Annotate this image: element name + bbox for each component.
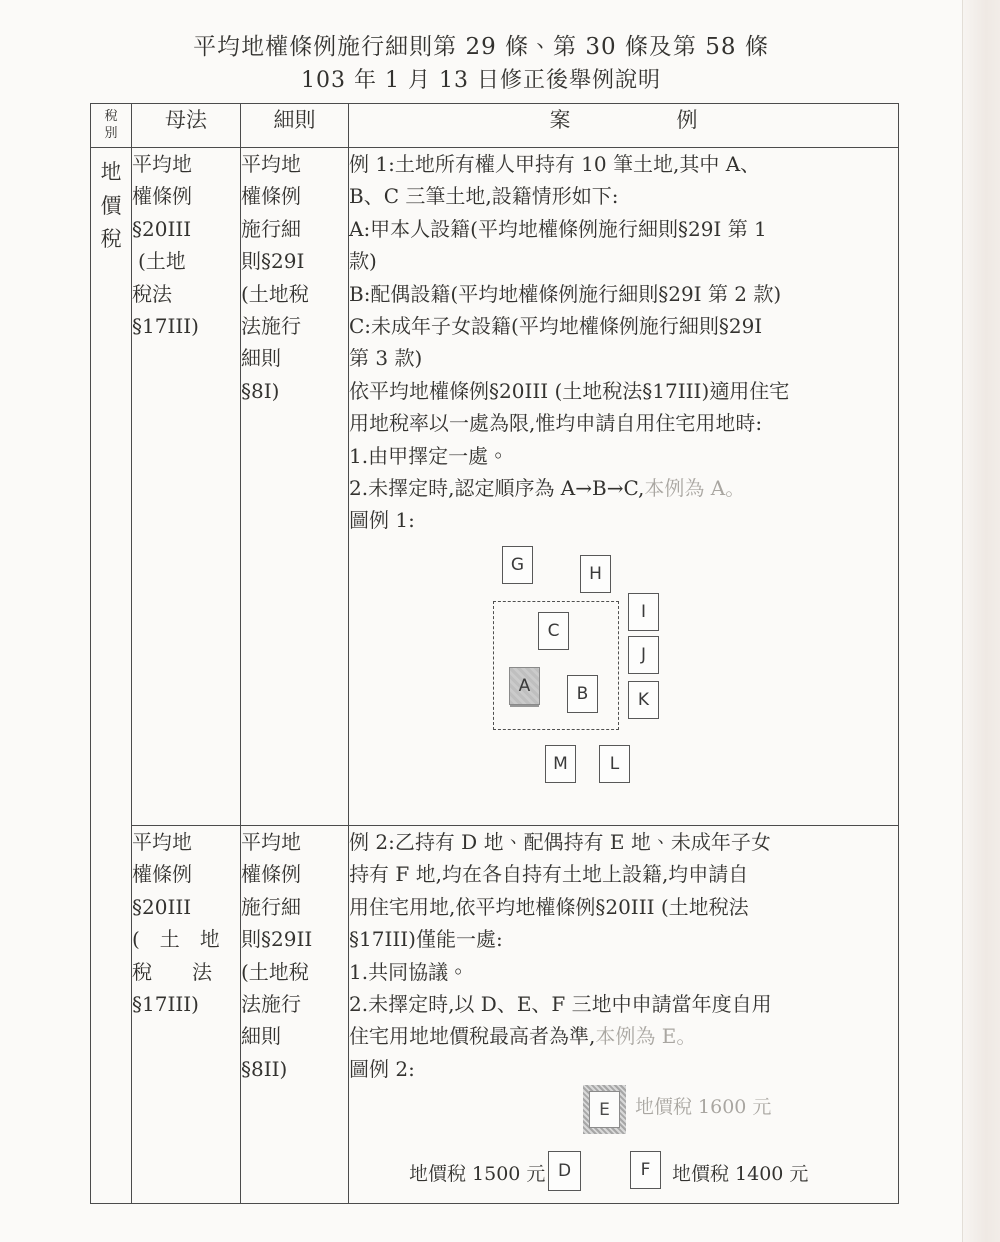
case-line <box>349 213 898 245</box>
rule-line: 施行細 <box>241 894 301 919</box>
parcel-box-b <box>567 675 598 713</box>
cell-parent-law-1 <box>132 148 241 826</box>
parcel-box-m <box>545 745 576 783</box>
rule-line: (土地稅 <box>241 281 309 306</box>
case-text: 用地稅率以一處為限,惟均申請自用住宅用地時: <box>349 411 763 436</box>
case-line <box>349 1053 898 1085</box>
case-text: 圖例 2: <box>349 1056 415 1081</box>
tax-label-e: 地價稅 1600 元 <box>635 1096 772 1119</box>
case-line <box>349 310 898 342</box>
parent-law-line: §20III <box>132 894 192 919</box>
parent-law-line: §17III) <box>132 992 199 1017</box>
case-text: 依平均地權條例§20III (土地稅法§17III)適用住宅 <box>349 378 790 403</box>
parcel-label: E <box>599 1099 610 1120</box>
parcel-label: C <box>547 620 560 641</box>
case-line <box>349 148 898 180</box>
case-line <box>349 375 898 407</box>
parcel-label: F <box>640 1160 651 1181</box>
parcel-box-f <box>630 1151 661 1189</box>
rule-line: 施行細 <box>241 216 301 241</box>
case-line <box>349 180 898 212</box>
tax-type-vertical-label: 地價稅 <box>100 160 122 251</box>
case-text: 1.由甲擇定一處。 <box>349 443 509 468</box>
parcel-label: K <box>637 689 650 710</box>
parcel-box-e-highlighted <box>583 1085 626 1134</box>
parcel-label: L <box>609 753 620 774</box>
parent-law-line: 稅法 <box>132 281 172 306</box>
tax-label-f: 地價稅 1400 元 <box>672 1163 809 1186</box>
document-header <box>0 31 962 97</box>
rule-line: 法施行 <box>241 314 301 339</box>
case-text: C:未成年子女設籍(平均地權條例施行細則§29I <box>349 314 763 339</box>
case-line <box>349 891 898 923</box>
case-line <box>349 278 898 310</box>
cell-rules-1 <box>241 148 349 826</box>
rule-line: 則§29II <box>241 927 313 952</box>
rule-line: §8II) <box>241 1056 288 1081</box>
parent-law-line: 權條例 <box>132 184 192 209</box>
parcel-box-c <box>538 612 569 650</box>
header-parent-law: 母法 <box>132 104 241 148</box>
scan-edge-shadow <box>962 0 1000 1242</box>
rule-line: 法施行 <box>241 992 301 1017</box>
parent-law-line: 稅 法 <box>132 959 212 984</box>
parent-law-line: §17III) <box>132 314 199 339</box>
case-text: 1.共同協議。 <box>349 959 469 984</box>
parcel-label: H <box>589 563 602 584</box>
rule-line: 權條例 <box>241 862 301 887</box>
case-text: 2.未擇定時,認定順序為 A→B→C, <box>349 476 645 501</box>
case-line <box>349 440 898 472</box>
header-tax-type-label: 稅別 <box>104 109 118 141</box>
case-text: 例 2:乙持有 D 地、配偶持有 E 地、未成年子女 <box>349 830 771 854</box>
case-line <box>349 858 898 890</box>
header-rules: 細則 <box>241 104 349 148</box>
case-text: 住宅用地地價稅最高者為準, <box>349 1024 596 1049</box>
parcel-box-g <box>502 546 533 584</box>
rule-line: 則§29I <box>241 249 305 274</box>
page-subtitle: 103 年 1 月 13 日修正後舉例說明 <box>301 68 661 93</box>
header-case <box>349 104 899 148</box>
diagram-example-2 <box>341 1085 890 1193</box>
case-text: §17III)僅能一處: <box>349 927 503 952</box>
parcel-box-k <box>628 681 659 719</box>
case-text: 圖例 1: <box>349 508 415 533</box>
case-gray-note: 本例為 E。 <box>595 1024 697 1049</box>
rule-line: (土地稅 <box>241 959 309 984</box>
case-line <box>349 956 898 988</box>
parcel-label: M <box>553 753 568 774</box>
case-line <box>349 1020 898 1052</box>
cell-case-2 <box>349 826 899 1204</box>
cell-parent-law-2 <box>132 826 241 1204</box>
rule-line: 細則 <box>241 1024 281 1049</box>
case-text: B:配偶設籍(平均地權條例施行細則§29I 第 2 款) <box>349 281 782 306</box>
parcel-box-i <box>628 593 659 631</box>
case-line <box>349 504 898 536</box>
table-header-row <box>91 104 899 148</box>
cell-rules-2 <box>241 826 349 1204</box>
parcel-box-d <box>548 1151 581 1191</box>
case-line <box>349 245 898 277</box>
case-text: 例 1:土地所有權人甲持有 10 筆土地,其中 A、 <box>349 152 761 176</box>
case-text: 第 3 款) <box>349 346 423 371</box>
case-line <box>349 407 898 439</box>
parcel-box-j <box>628 636 659 674</box>
legal-example-table <box>90 103 899 1204</box>
rule-line: 細則 <box>241 346 281 371</box>
case-text: A:甲本人設籍(平均地權條例施行細則§29I 第 1 <box>349 216 767 241</box>
parent-law-line: 平均地 <box>132 152 192 176</box>
parcel-box-l <box>599 745 630 783</box>
case-gray-note: 本例為 A。 <box>644 476 746 501</box>
parent-law-line: 權條例 <box>132 862 192 887</box>
parent-law-line: §20III <box>132 216 192 241</box>
parent-law-line: (土地 <box>138 249 186 274</box>
page-title: 平均地權條例施行細則第 29 條、第 30 條及第 58 條 <box>193 34 769 60</box>
parcel-label: J <box>640 644 646 665</box>
case-text: 用住宅用地,依平均地權條例§20III (土地稅法 <box>349 894 749 919</box>
header-case-label: 案例 <box>549 108 804 132</box>
parent-law-line: 平均地 <box>132 830 192 854</box>
parcel-box-h <box>580 555 611 593</box>
case-line <box>349 826 898 858</box>
case-line <box>349 342 898 374</box>
case-text: 2.未擇定時,以 D、E、F 三地中申請當年度自用 <box>349 992 772 1017</box>
table-row-example-2 <box>91 826 899 1204</box>
cell-case-1 <box>349 148 899 826</box>
case-line <box>349 988 898 1020</box>
rule-line: 權條例 <box>241 184 301 209</box>
parcel-label: I <box>640 601 646 622</box>
parcel-box-a-selected <box>509 667 540 705</box>
parcel-label: D <box>557 1161 572 1182</box>
case-text: B、C 三筆土地,設籍情形如下: <box>349 184 619 209</box>
parcel-label: G <box>510 554 525 575</box>
parent-law-line: ( 土 地 <box>132 927 220 952</box>
rule-line: 平均地 <box>241 830 301 854</box>
cell-tax-type <box>91 148 132 1204</box>
case-text: 款) <box>349 249 377 274</box>
tax-label-d: 地價稅 1500 元 <box>409 1163 546 1186</box>
header-tax-type <box>91 104 132 148</box>
case-line <box>349 923 898 955</box>
case-line <box>349 472 898 504</box>
parcel-label: A <box>518 675 531 696</box>
parcel-label: B <box>576 683 589 704</box>
case-text: 持有 F 地,均在各自持有土地上設籍,均申請自 <box>349 862 749 887</box>
rule-line: 平均地 <box>241 152 301 176</box>
diagram-example-1 <box>341 537 890 789</box>
rule-line: §8I) <box>241 378 280 403</box>
parcel-box-e <box>589 1091 620 1128</box>
table-row-example-1 <box>91 148 899 826</box>
